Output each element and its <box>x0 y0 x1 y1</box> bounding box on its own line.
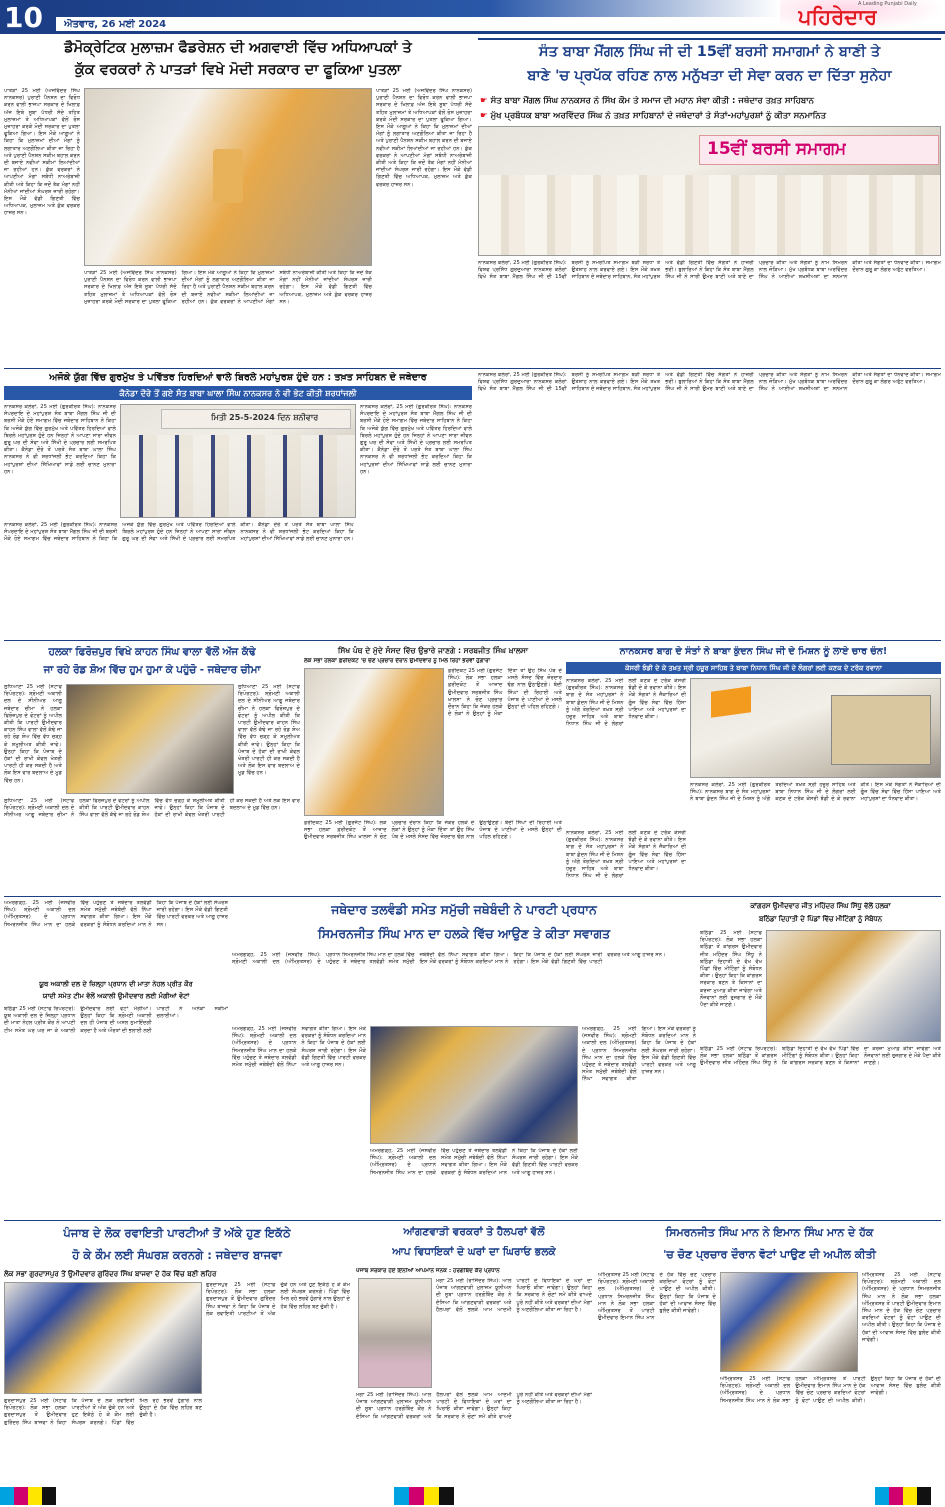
story-sarabjit-headline: ਸਿੱਖ ਪੰਥ ਦੇ ਮੁੱਦੇ ਸੰਸਦ ਵਿੱਚ ਉਭਾਰੇ ਜਾਣਗੇ : ਸਰਬਜੀਤ ਸਿੰਘ ਖ਼ਾਲਸਾ <box>337 646 529 655</box>
story-mann-welcome-left-col: ਅਮਰਗੜ੍ਹ, 25 ਮਈ (ਜਸਵੀਰ ਸਿੰਘ): ਸ਼੍ਰੋਮਣੀ ਅਕਾਲੀ ਦਲ (ਅੰਮ੍ਰਿਤਸਰ) ਦੇ ਪ੍ਰਧਾਨ ਸਿਮਰਨਜੀਤ ਸਿੰਘ ਮਾਨ ਦਾ ਹਲਕੇ ਵਿੱਚ ਪਹੁੰਚਣ ਤੇ ਜਥੇਦਾਰ ਤਲਵੰਡੀ ਸਮੇਤ ਸਮੁੱਚੀ ਜਥੇਬੰਦੀ ਵੱਲੋਂ ਨਿੱਘਾ ਸਵਾਗਤ ਕੀਤਾ ਗਿਆ। ਇਸ ਮੌਕੇ ਵਰਕਰਾਂ ਨੂੰ ਸੰਬੋਧਨ ਕਰਦਿਆਂ ਮਾਨ ਨੇ ਕਿਹਾ ਕਿ ਪੰਜਾਬ ਦੇ ਹੱਕਾਂ ਲਈ ਸੰਘਰਸ਼ ਜਾਰੀ ਰਹੇਗਾ। ਇਸ ਮੌਕੇ ਵੱਡੀ ਗਿਣਤੀ ਵਿੱਚ ਪਾਰਟੀ ਵਰਕਰ ਅਤੇ ਆਗੂ ਹਾਜ਼ਰ ਸਨ। <box>4 900 228 928</box>
story-bajwa <box>4 1222 350 1474</box>
section-divider <box>4 640 941 641</box>
magenta-swatch <box>889 1487 903 1505</box>
story-barsi <box>478 38 941 366</box>
story-jathedar-body-bottom: ਨਾਨਕਸਰ ਕਲੇਰਾਂ, 25 ਮਈ (ਗੁਰਕੀਰਤ ਸਿੰਘ): ਨਾਨਕਸਰ ਸੰਪਰਦਾਇ ਦੇ ਮਹਾਂਪੁਰਸ਼ ਸੰਤ ਬਾਬਾ ਮੈਂਗਲ ਸਿੰਘ ਜੀ ਦੀ ਬਰਸੀ ਮੌਕੇ ਹੋਏ ਸਮਾਗਮ ਵਿੱਚ ਜਥੇਦਾਰ ਸਾਹਿਬਾਨ ਨੇ ਕਿਹਾ ਕਿ ਅਜੋਕੇ ਯੁੱਗ ਵਿੱਚ ਗੁਰਮੁੱਖ ਅਤੇ ਪਵਿੱਤਰ ਹਿਰਦਿਆਂ ਵਾਲੇ ਬਿਰਲੇ ਮਹਾਂਪੁਰਸ਼ ਹੁੰਦੇ ਹਨ ਜਿਨ੍ਹਾਂ ਨੇ ਆਪਣਾ ਸਾਰਾ ਜੀਵਨ ਗੁਰੂ ਘਰ ਦੀ ਸੇਵਾ ਅਤੇ ਸਿੱਖੀ ਦੇ ਪ੍ਰਚਾਰ ਲਈ ਸਮਰਪਿਤ ਕੀਤਾ। ਕੈਨੇਡਾ ਦੌਰੇ ਤੋਂ ਪਰਤੇ ਸੰਤ ਬਾਬਾ ਘਾਲਾ ਸਿੰਘ ਨਾਨਕਸਰ ਨੇ ਵੀ ਸ਼ਰਧਾਂਜਲੀ ਭੇਟ ਕਰਦਿਆਂ ਕਿਹਾ ਕਿ ਮਹਾਂਪੁਰਸ਼ਾਂ ਦੀਆਂ ਸਿੱਖਿਆਵਾਂ ਸਾਡੇ ਲਈ ਚਾਨਣ ਮੁਨਾਰਾ ਹਨ। <box>4 522 354 543</box>
story-sarabjit-body-bottom: ਫ਼ਰੀਦਕੋਟ 25 ਮਈ (ਗੁਰਜੰਟ ਸਿੰਘ): ਲੋਕ ਸਭਾ ਹਲਕਾ ਫ਼ਰੀਦਕੋਟ ਤੋਂ ਆਜ਼ਾਦ ਉਮੀਦਵਾਰ ਸਰਬਜੀਤ ਸਿੰਘ ਖ਼ਾਲਸਾ ਨੇ ਚੋਣ ਪ੍ਰਚਾਰ ਦੌਰਾਨ ਕਿਹਾ ਕਿ ਜੇਕਰ ਹਲਕੇ ਦੇ ਲੋਕਾਂ ਨੇ ਉਨ੍ਹਾਂ ਨੂੰ ਮੌਕਾ ਦਿੱਤਾ ਤਾਂ ਉਹ ਸਿੱਖ ਪੰਥ ਦੇ ਮਸਲੇ ਸੰਸਦ ਵਿੱਚ ਜ਼ੋਰਦਾਰ ਢੰਗ ਨਾਲ ਉਠਾਉਣਗੇ। ਬੰਦੀ ਸਿੰਘਾਂ ਦੀ ਰਿਹਾਈ ਅਤੇ ਪੰਜਾਬ ਦੇ ਪਾਣੀਆਂ ਦੇ ਮਸਲੇ ਉਨ੍ਹਾਂ ਦੀ ਪਹਿਲ ਰਹਿਣਗੇ। <box>304 820 562 841</box>
mann-welcome-photo <box>370 1026 578 1144</box>
page-header <box>0 0 945 34</box>
saffron-flag <box>711 686 751 718</box>
barsi-stage-photo <box>478 126 941 256</box>
black-swatch <box>42 1487 56 1505</box>
sidhu-meeting-photo <box>766 930 941 1042</box>
story-ferozepur-headline-1: ਹਲਕਾ ਫਿਰੋਜ਼ਪੁਰ ਵਿਖੇ ਕਾਹਨ ਸਿੰਘ ਵਾਲਾ ਵੱਲੋਂ ਅੱਜ ਕੱਢੇ <box>48 646 256 658</box>
story-mann-welcome-body-under: ਅਮਰਗੜ੍ਹ, 25 ਮਈ (ਜਸਵੀਰ ਸਿੰਘ): ਸ਼੍ਰੋਮਣੀ ਅਕਾਲੀ ਦਲ (ਅੰਮ੍ਰਿਤਸਰ) ਦੇ ਪ੍ਰਧਾਨ ਸਿਮਰਨਜੀਤ ਸਿੰਘ ਮਾਨ ਦਾ ਹਲਕੇ ਵਿੱਚ ਪਹੁੰਚਣ ਤੇ ਜਥੇਦਾਰ ਤਲਵੰਡੀ ਸਮੇਤ ਸਮੁੱਚੀ ਜਥੇਬੰਦੀ ਵੱਲੋਂ ਨਿੱਘਾ ਸਵਾਗਤ ਕੀਤਾ ਗਿਆ। ਇਸ ਮੌਕੇ ਵਰਕਰਾਂ ਨੂੰ ਸੰਬੋਧਨ ਕਰਦਿਆਂ ਮਾਨ ਨੇ ਕਿਹਾ ਕਿ ਪੰਜਾਬ ਦੇ ਹੱਕਾਂ ਲਈ ਸੰਘਰਸ਼ ਜਾਰੀ ਰਹੇਗਾ। ਇਸ ਮੌਕੇ ਵੱਡੀ ਗਿਣਤੀ ਵਿੱਚ ਪਾਰਟੀ ਵਰਕਰ ਅਤੇ ਆਗੂ ਹਾਜ਼ਰ ਸਨ। <box>370 1148 578 1176</box>
jathedar-stage-banner-text: ਮਿਤੀ 25-5-2024 ਦਿਨ ਸ਼ਨੀਵਾਰ <box>211 413 319 422</box>
story-nanaksar-bagh-band: ਕੇਸਰੀ ਝੰਡੀ ਦੇ ਕੇ ਤਖ਼ਤ ਸ੍ਰੀ ਹਜ਼ੂਰ ਸਾਹਿਬ ਤੇ ਬਾਬਾ ਨਿਧਾਨ ਸਿੰਘ ਜੀ ਦੇ ਲੰਗਰਾਂ ਲਈ ਕਣਕ ਦੇ ਟਰੱਕ ਰਵਾਨਾ <box>566 662 941 674</box>
story-iman-mann-body-right: ਅੰਮ੍ਰਿਤਸਰ 25 ਮਈ (ਸਟਾਫ ਰਿਪੋਰਟਰ): ਸ਼੍ਰੋਮਣੀ ਅਕਾਲੀ ਦਲ (ਅੰਮ੍ਰਿਤਸਰ) ਦੇ ਪ੍ਰਧਾਨ ਸਿਮਰਨਜੀਤ ਸਿੰਘ ਮਾਨ ਨੇ ਲੋਕ ਸਭਾ ਹਲਕਾ ਅੰਮ੍ਰਿਤਸਰ ਤੋਂ ਪਾਰਟੀ ਉਮੀਦਵਾਰ ਇਮਾਨ ਸਿੰਘ ਮਾਨ ਦੇ ਹੱਕ ਵਿੱਚ ਚੋਣ ਪ੍ਰਚਾਰ ਕਰਦਿਆਂ ਵੋਟਰਾਂ ਨੂੰ ਵੋਟਾਂ ਪਾਉਣ ਦੀ ਅਪੀਲ ਕੀਤੀ। ਉਨ੍ਹਾਂ ਕਿਹਾ ਕਿ ਪੰਜਾਬ ਦੇ ਹੱਕਾਂ ਦੀ ਆਵਾਜ਼ ਸੰਸਦ ਵਿੱਚ ਬੁਲੰਦ ਕੀਤੀ ਜਾਵੇਗੀ। <box>862 1272 941 1343</box>
barsi-stage-banner-text: 15ਵੀਂ ਬਰਸੀ ਸਮਾਗਮ <box>707 139 847 159</box>
jathedar-stage-photo <box>120 404 356 518</box>
jathedar-stage-people <box>121 435 356 518</box>
story-barsi-sub-2 <box>480 111 941 121</box>
story-fed-protest-body-right: ਪਾਤੜਾਂ 25 ਮਈ (ਅਜਵਿੰਦਰ ਸਿੰਘ ਨਾਨਕਸਰ) ਪੁਰਾਣੀ ਪੈਨਸ਼ਨ ਦਾ ਵਿਰੋਧ ਕਰਨ ਵਾਲੀ ਭਾਜਪਾ ਸਰਕਾਰ ਦੇ ਖਿਲਾਫ਼ ਅੱਜ ਇਥੇ ਸੂਬਾ ਪੱਧਰੀ ਸੱਦੇ ਤਹਿਤ ਮੁਲਾਜ਼ਮਾਂ ਤੇ ਅਧਿਆਪਕਾਂ ਵੱਲੋਂ ਰੋਸ ਮੁਜ਼ਾਹਰਾ ਕਰਕੇ ਮੋਦੀ ਸਰਕਾਰ ਦਾ ਪੁਤਲਾ ਫੂਕਿਆ ਗਿਆ। ਇਸ ਮੌਕੇ ਆਗੂਆਂ ਨੇ ਕਿਹਾ ਕਿ ਮੁਲਾਜ਼ਮਾਂ ਦੀਆਂ ਮੰਗਾਂ ਨੂੰ ਲਗਾਤਾਰ ਅਣਗੌਲਿਆ ਕੀਤਾ ਜਾ ਰਿਹਾ ਹੈ ਅਤੇ ਪੁਰਾਣੀ ਪੈਨਸ਼ਨ ਸਕੀਮ ਬਹਾਲ ਕਰਨ ਦੀ ਬਜਾਏ ਨਵੀਆਂ ਸਕੀਮਾਂ ਲਿਆਂਦੀਆਂ ਜਾ ਰਹੀਆਂ ਹਨ। ਕੁੱਕ ਵਰਕਰਾਂ ਨੇ ਆਪਣੀਆਂ ਮੰਗਾਂ ਸਬੰਧੀ ਨਾਅਰੇਬਾਜ਼ੀ ਕੀਤੀ ਅਤੇ ਕਿਹਾ ਕਿ ਜਦੋਂ ਤੱਕ ਮੰਗਾਂ ਨਹੀਂ ਮੰਨੀਆਂ ਜਾਂਦੀਆਂ ਸੰਘਰਸ਼ ਜਾਰੀ ਰਹੇਗਾ। ਇਸ ਮੌਕੇ ਵੱਡੀ ਗਿਣਤੀ ਵਿੱਚ ਅਧਿਆਪਕ, ਮੁਲਾਜ਼ਮ ਅਤੇ ਕੁੱਕ ਵਰਕਰ ਹਾਜ਼ਰ ਸਨ। <box>376 88 472 188</box>
story-sarabjit <box>304 644 562 894</box>
section-divider <box>4 368 941 369</box>
black-swatch <box>439 1487 454 1505</box>
story-barsi-headline-2: ਬਾਣੇ 'ਚ ਪ੍ਰਪੱਕ ਰਹਿਣ ਨਾਲ ਮਨੁੱਖਤਾ ਦੀ ਸੇਵਾ ਕਰਨ ਦਾ ਦਿੱਤਾ ਸੁਨੇਹਾ <box>527 68 892 84</box>
story-fed-protest-body-bottom: ਪਾਤੜਾਂ 25 ਮਈ (ਅਜਵਿੰਦਰ ਸਿੰਘ ਨਾਨਕਸਰ) ਪੁਰਾਣੀ ਪੈਨਸ਼ਨ ਦਾ ਵਿਰੋਧ ਕਰਨ ਵਾਲੀ ਭਾਜਪਾ ਸਰਕਾਰ ਦੇ ਖਿਲਾਫ਼ ਅੱਜ ਇਥੇ ਸੂਬਾ ਪੱਧਰੀ ਸੱਦੇ ਤਹਿਤ ਮੁਲਾਜ਼ਮਾਂ ਤੇ ਅਧਿਆਪਕਾਂ ਵੱਲੋਂ ਰੋਸ ਮੁਜ਼ਾਹਰਾ ਕਰਕੇ ਮੋਦੀ ਸਰਕਾਰ ਦਾ ਪੁਤਲਾ ਫੂਕਿਆ ਗਿਆ। ਇਸ ਮੌਕੇ ਆਗੂਆਂ ਨੇ ਕਿਹਾ ਕਿ ਮੁਲਾਜ਼ਮਾਂ ਦੀਆਂ ਮੰਗਾਂ ਨੂੰ ਲਗਾਤਾਰ ਅਣਗੌਲਿਆ ਕੀਤਾ ਜਾ ਰਿਹਾ ਹੈ ਅਤੇ ਪੁਰਾਣੀ ਪੈਨਸ਼ਨ ਸਕੀਮ ਬਹਾਲ ਕਰਨ ਦੀ ਬਜਾਏ ਨਵੀਆਂ ਸਕੀਮਾਂ ਲਿਆਂਦੀਆਂ ਜਾ ਰਹੀਆਂ ਹਨ। ਕੁੱਕ ਵਰਕਰਾਂ ਨੇ ਆਪਣੀਆਂ ਮੰਗਾਂ ਸਬੰਧੀ ਨਾਅਰੇਬਾਜ਼ੀ ਕੀਤੀ ਅਤੇ ਕਿਹਾ ਕਿ ਜਦੋਂ ਤੱਕ ਮੰਗਾਂ ਨਹੀਂ ਮੰਨੀਆਂ ਜਾਂਦੀਆਂ ਸੰਘਰਸ਼ ਜਾਰੀ ਰਹੇਗਾ। ਇਸ ਮੌਕੇ ਵੱਡੀ ਗਿਣਤੀ ਵਿੱਚ ਅਧਿਆਪਕ, ਮੁਲਾਜ਼ਮ ਅਤੇ ਕੁੱਕ ਵਰਕਰ ਹਾਜ਼ਰ ਸਨ। <box>84 270 372 305</box>
page-number: 10 <box>4 1 43 34</box>
story-barsi-sub-1 <box>480 96 941 106</box>
protest-photo <box>84 88 372 266</box>
bullet-icon: ☛ <box>480 111 491 121</box>
story-barsi-top-rule <box>478 38 941 40</box>
story-jathedar-headline: ਅਜੋਕੇ ਯੁੱਗ ਵਿੱਚ ਗੁਰਮੁੱਖ ਤੇ ਪਵਿੱਤਰ ਹਿਰਦਿਆਂ ਵਾਲੇ ਬਿਰਲੇ ਮਹਾਂਪੁਰਸ਼ ਹੁੰਦੇ ਹਨ : ਤਖ਼ਤ ਸਾਹਿਬਨ ਦੇ ਜਥੇਦਾਰ <box>49 372 427 383</box>
story-barsi-sub-2-text: ਮੁੱਖ ਪ੍ਰਬੰਧਕ ਬਾਬਾ ਅਰਵਿੰਦਰ ਸਿੰਘ ਨੇ ਤਖ਼ਤ ਸਾਹਿਬਾਨਾਂ ਦੇ ਜਥੇਦਾਰਾਂ ਤੇ ਸੰਤਾਂ-ਮਹਾਂਪੁਰਸ਼ਾਂ ਨੂੰ ਕੀਤਾ ਸਨਮਾਨਿਤ <box>490 111 827 121</box>
story-barsi-headline-1: ਸੰਤ ਬਾਬਾ ਮੈਂਗਲ ਸਿੰਘ ਜੀ ਦੀ 15ਵੀਂ ਬਰਸੀ ਸਮਾਗਮਾਂ ਨੇ ਬਾਣੀ ਤੇ <box>538 44 881 60</box>
wheat-trucks-photo <box>690 678 941 778</box>
story-mann-welcome-headline-1: ਜਥੇਦਾਰ ਤਲਵੰਡੀ ਸਮੇਤ ਸਮੁੱਚੀ ਜਥੇਬੰਦੀ ਨੇ ਪਾਰਟੀ ਪ੍ਰਧਾਨ <box>331 902 597 917</box>
story-barsi-body: ਨਾਨਕਸਰ ਕਲੇਰਾਂ, 25 ਮਈ (ਗੁਰਕੀਰਤ ਸਿੰਘ): ਵਿਸ਼ਵ ਪ੍ਰਸਿੱਧ ਗੁਰਦੁਆਰਾ ਨਾਨਕਸਰ ਕਲੇਰਾਂ ਵਿਖੇ ਸੰਤ ਬਾਬਾ ਮੈਂਗਲ ਸਿੰਘ ਜੀ ਦੀ 15ਵੀਂ ਬਰਸੀ ਨੂੰ ਸਮਰਪਿਤ ਸਮਾਗਮ ਬੜੀ ਸ਼ਰਧਾ ਤੇ ਉਤਸ਼ਾਹ ਨਾਲ ਕਰਵਾਏ ਗਏ। ਇਸ ਮੌਕੇ ਤਖ਼ਤ ਸਾਹਿਬਾਨ ਦੇ ਜਥੇਦਾਰ ਸਾਹਿਬਾਨ, ਸੰਤ ਮਹਾਂਪੁਰਸ਼ ਅਤੇ ਵੱਡੀ ਗਿਣਤੀ ਵਿੱਚ ਸੰਗਤਾਂ ਨੇ ਹਾਜ਼ਰੀ ਭਰੀ। ਬੁਲਾਰਿਆਂ ਨੇ ਕਿਹਾ ਕਿ ਸੰਤ ਬਾਬਾ ਮੈਂਗਲ ਸਿੰਘ ਜੀ ਨੇ ਸਾਰੀ ਉਮਰ ਬਾਣੀ ਅਤੇ ਬਾਣੇ ਦਾ ਪ੍ਰਚਾਰ ਕੀਤਾ ਅਤੇ ਸੰਗਤਾਂ ਨੂੰ ਨਾਮ ਸਿਮਰਨ ਨਾਲ ਜੋੜਿਆ। ਮੁੱਖ ਪ੍ਰਬੰਧਕ ਬਾਬਾ ਅਰਵਿੰਦਰ ਸਿੰਘ ਨੇ ਆਈਆਂ ਸ਼ਖ਼ਸੀਅਤਾਂ ਦਾ ਸਨਮਾਨ ਕੀਤਾ ਅਤੇ ਸੰਗਤਾਂ ਦਾ ਧੰਨਵਾਦ ਕੀਤਾ। ਸਮਾਗਮ ਦੌਰਾਨ ਗੁਰੂ ਕਾ ਲੰਗਰ ਅਤੁੱਟ ਵਰਤਿਆ। <box>478 260 941 281</box>
iman-mann-campaign-photo <box>720 1272 858 1372</box>
story-iman-mann-body-left: ਅੰਮ੍ਰਿਤਸਰ 25 ਮਈ (ਸਟਾਫ ਰਿਪੋਰਟਰ): ਸ਼੍ਰੋਮਣੀ ਅਕਾਲੀ ਦਲ (ਅੰਮ੍ਰਿਤਸਰ) ਦੇ ਪ੍ਰਧਾਨ ਸਿਮਰਨਜੀਤ ਸਿੰਘ ਮਾਨ ਨੇ ਲੋਕ ਸਭਾ ਹਲਕਾ ਅੰਮ੍ਰਿਤਸਰ ਤੋਂ ਪਾਰਟੀ ਉਮੀਦਵਾਰ ਇਮਾਨ ਸਿੰਘ ਮਾਨ ਦੇ ਹੱਕ ਵਿੱਚ ਚੋਣ ਪ੍ਰਚਾਰ ਕਰਦਿਆਂ ਵੋਟਰਾਂ ਨੂੰ ਵੋਟਾਂ ਪਾਉਣ ਦੀ ਅਪੀਲ ਕੀਤੀ। ਉਨ੍ਹਾਂ ਕਿਹਾ ਕਿ ਪੰਜਾਬ ਦੇ ਹੱਕਾਂ ਦੀ ਆਵਾਜ਼ ਸੰਸਦ ਵਿੱਚ ਬੁਲੰਦ ਕੀਤੀ ਜਾਵੇਗੀ। <box>598 1272 716 1322</box>
magenta-swatch <box>14 1487 28 1505</box>
ferozepur-press-photo <box>66 684 234 794</box>
story-ferozepur <box>4 644 300 894</box>
story-mann-welcome-headline-2: ਸਿਮਰਨਜੀਤ ਸਿੰਘ ਮਾਨ ਦਾ ਹਲਕੇ ਵਿੱਚ ਆਉਣ ਤੇ ਕੀਤਾ ਸਵਾਗਤ <box>317 926 611 941</box>
story-anganwadi-byline: ਪੰਜਾਬ ਸਰਕਾਰ ਹੋਏ ਇੰਨੀਆਂ ਆਪਮਾਨ ਜਨਕ : ਹਰਗੋਬਿੰਦ ਕੌਰ ਪ੍ਰਧਾਨ <box>356 1268 500 1274</box>
story-barsi-continued: ਨਾਨਕਸਰ ਕਲੇਰਾਂ, 25 ਮਈ (ਗੁਰਕੀਰਤ ਸਿੰਘ): ਵਿਸ਼ਵ ਪ੍ਰਸਿੱਧ ਗੁਰਦੁਆਰਾ ਨਾਨਕਸਰ ਕਲੇਰਾਂ ਵਿਖੇ ਸੰਤ ਬਾਬਾ ਮੈਂਗਲ ਸਿੰਘ ਜੀ ਦੀ 15ਵੀਂ ਬਰਸੀ ਨੂੰ ਸਮਰਪਿਤ ਸਮਾਗਮ ਬੜੀ ਸ਼ਰਧਾ ਤੇ ਉਤਸ਼ਾਹ ਨਾਲ ਕਰਵਾਏ ਗਏ। ਇਸ ਮੌਕੇ ਤਖ਼ਤ ਸਾਹਿਬਾਨ ਦੇ ਜਥੇਦਾਰ ਸਾਹਿਬਾਨ, ਸੰਤ ਮਹਾਂਪੁਰਸ਼ ਅਤੇ ਵੱਡੀ ਗਿਣਤੀ ਵਿੱਚ ਸੰਗਤਾਂ ਨੇ ਹਾਜ਼ਰੀ ਭਰੀ। ਬੁਲਾਰਿਆਂ ਨੇ ਕਿਹਾ ਕਿ ਸੰਤ ਬਾਬਾ ਮੈਂਗਲ ਸਿੰਘ ਜੀ ਨੇ ਸਾਰੀ ਉਮਰ ਬਾਣੀ ਅਤੇ ਬਾਣੇ ਦਾ ਪ੍ਰਚਾਰ ਕੀਤਾ ਅਤੇ ਸੰਗਤਾਂ ਨੂੰ ਨਾਮ ਸਿਮਰਨ ਨਾਲ ਜੋੜਿਆ। ਮੁੱਖ ਪ੍ਰਬੰਧਕ ਬਾਬਾ ਅਰਵਿੰਦਰ ਸਿੰਘ ਨੇ ਆਈਆਂ ਸ਼ਖ਼ਸੀਅਤਾਂ ਦਾ ਸਨਮਾਨ ਕੀਤਾ ਅਤੇ ਸੰਗਤਾਂ ਦਾ ਧੰਨਵਾਦ ਕੀਤਾ। ਸਮਾਗਮ ਦੌਰਾਨ ਗੁਰੂ ਕਾ ਲੰਗਰ ਅਤੁੱਟ ਵਰਤਿਆ। <box>478 372 941 393</box>
story-youth-akali-body: ਬਠਿੰਡਾ 25 ਮਈ (ਸਟਾਫ ਰਿਪੋਰਟਰ): ਯੂਥ ਅਕਾਲੀ ਦਲ ਦੇ ਜ਼ਿਲ੍ਹਾ ਪ੍ਰਧਾਨ ਦੀ ਮਾਤਾ ਨੇਹਲ ਪ੍ਰੀਤ ਕੌਰ ਨੇ ਆਪਣੀ ਟੀਮ ਸਮੇਤ ਘਰ ਘਰ ਜਾ ਕੇ ਅਕਾਲੀ ਉਮੀਦਵਾਰ ਲਈ ਵੋਟਾਂ ਮੰਗੀਆਂ। ਉਨ੍ਹਾਂ ਕਿਹਾ ਕਿ ਸ਼੍ਰੋਮਣੀ ਅਕਾਲੀ ਦਲ ਹੀ ਪੰਜਾਬ ਦੀ ਅਸਲ ਨੁਮਾਇੰਦਗੀ ਕਰਦਾ ਹੈ ਅਤੇ ਔਰਤਾਂ ਦੀ ਭਲਾਈ ਲਈ ਪਾਰਟੀ ਨੇ ਅਨੇਕਾਂ ਸਕੀਮਾਂ ਚਲਾਈਆਂ। <box>4 1006 228 1034</box>
story-bajwa-subline: ਲੋਕ ਸਭਾ ਗੁਰਦਾਸਪੁਰ ਤੋਂ ਉਮੀਦਵਾਰ ਗੁਰਿੰਦਰ ਸਿੰਘ ਬਾਜਵਾ ਦੇ ਹੱਕ ਵਿੱਚ ਬਣੀ ਲਹਿਰ <box>4 1270 217 1278</box>
story-jathedar <box>4 370 472 638</box>
cyan-swatch <box>875 1487 889 1505</box>
story-youth-akali <box>4 980 228 1218</box>
yellow-swatch <box>424 1487 439 1505</box>
story-congress-sidhu-headline-1: ਕਾਂਗਰਸ ਉਮੀਦਵਾਰ ਜੀਤ ਮਹਿੰਦਰ ਸਿੰਘ ਸਿੱਧੂ ਵੱਲੋਂ ਹਲਕਾ <box>750 902 891 910</box>
story-fed-protest-headline-2: ਕੁੱਕ ਵਰਕਰਾਂ ਨੇ ਪਾਤੜਾਂ ਵਿਖੇ ਮੋਦੀ ਸਰਕਾਰ ਦਾ ਫੂਕਿਆ ਪੁਤਲਾ <box>75 62 401 78</box>
story-youth-akali-headline-2: ਯਾਦੀ ਸਮੇਤ ਟੀਮ ਵੱਲੋਂ ਅਕਾਲੀ ਉਮੀਦਵਾਰ ਲਈ ਮੰਗੀਆਂ ਵੋਟਾਂ <box>42 992 190 1000</box>
header-rule <box>56 31 945 34</box>
story-ferozepur-body-right: ਲੁਧਿਆਣਾ 25 ਮਈ (ਸਟਾਫ ਰਿਪੋਰਟਰ): ਸ਼੍ਰੋਮਣੀ ਅਕਾਲੀ ਦਲ ਦੇ ਸੀਨੀਅਰ ਆਗੂ ਜਥੇਦਾਰ ਚੀਮਾ ਨੇ ਹਲਕਾ ਫਿਰੋਜ਼ਪੁਰ ਦੇ ਵੋਟਰਾਂ ਨੂੰ ਅਪੀਲ ਕੀਤੀ ਕਿ ਪਾਰਟੀ ਉਮੀਦਵਾਰ ਕਾਹਨ ਸਿੰਘ ਵਾਲਾ ਵੱਲੋਂ ਕੱਢੇ ਜਾ ਰਹੇ ਰੋਡ ਸ਼ੋਅ ਵਿੱਚ ਵੱਧ ਚੜ੍ਹ ਕੇ ਸ਼ਮੂਲੀਅਤ ਕੀਤੀ ਜਾਵੇ। ਉਨ੍ਹਾਂ ਕਿਹਾ ਕਿ ਪੰਜਾਬ ਦੇ ਹੱਕਾਂ ਦੀ ਰਾਖੀ ਕੇਵਲ ਖੇਤਰੀ ਪਾਰਟੀ ਹੀ ਕਰ ਸਕਦੀ ਹੈ ਅਤੇ ਲੋਕ ਇਸ ਵਾਰ ਬਦਲਾਅ ਦੇ ਮੂਡ ਵਿੱਚ ਹਨ। <box>238 684 300 777</box>
story-mann-welcome <box>232 898 696 1218</box>
barsi-people <box>479 175 941 256</box>
magenta-swatch <box>409 1487 424 1505</box>
story-bajwa-headline-2: ਹੋ ਕੇ ਕੌਮ ਲਈ ਸੰਘਰਸ਼ ਕਰਨਗੇ : ਜਥੇਦਾਰ ਬਾਜਵਾ <box>72 1248 282 1262</box>
story-ferozepur-body-bottom: ਲੁਧਿਆਣਾ 25 ਮਈ (ਸਟਾਫ ਰਿਪੋਰਟਰ): ਸ਼੍ਰੋਮਣੀ ਅਕਾਲੀ ਦਲ ਦੇ ਸੀਨੀਅਰ ਆਗੂ ਜਥੇਦਾਰ ਚੀਮਾ ਨੇ ਹਲਕਾ ਫਿਰੋਜ਼ਪੁਰ ਦੇ ਵੋਟਰਾਂ ਨੂੰ ਅਪੀਲ ਕੀਤੀ ਕਿ ਪਾਰਟੀ ਉਮੀਦਵਾਰ ਕਾਹਨ ਸਿੰਘ ਵਾਲਾ ਵੱਲੋਂ ਕੱਢੇ ਜਾ ਰਹੇ ਰੋਡ ਸ਼ੋਅ ਵਿੱਚ ਵੱਧ ਚੜ੍ਹ ਕੇ ਸ਼ਮੂਲੀਅਤ ਕੀਤੀ ਜਾਵੇ। ਉਨ੍ਹਾਂ ਕਿਹਾ ਕਿ ਪੰਜਾਬ ਦੇ ਹੱਕਾਂ ਦੀ ਰਾਖੀ ਕੇਵਲ ਖੇਤਰੀ ਪਾਰਟੀ ਹੀ ਕਰ ਸਕਦੀ ਹੈ ਅਤੇ ਲੋਕ ਇਸ ਵਾਰ ਬਦਲਾਅ ਦੇ ਮੂਡ ਵਿੱਚ ਹਨ। <box>4 798 300 819</box>
story-mann-welcome-body-top: ਅਮਰਗੜ੍ਹ, 25 ਮਈ (ਜਸਵੀਰ ਸਿੰਘ): ਸ਼੍ਰੋਮਣੀ ਅਕਾਲੀ ਦਲ (ਅੰਮ੍ਰਿਤਸਰ) ਦੇ ਪ੍ਰਧਾਨ ਸਿਮਰਨਜੀਤ ਸਿੰਘ ਮਾਨ ਦਾ ਹਲਕੇ ਵਿੱਚ ਪਹੁੰਚਣ ਤੇ ਜਥੇਦਾਰ ਤਲਵੰਡੀ ਸਮੇਤ ਸਮੁੱਚੀ ਜਥੇਬੰਦੀ ਵੱਲੋਂ ਨਿੱਘਾ ਸਵਾਗਤ ਕੀਤਾ ਗਿਆ। ਇਸ ਮੌਕੇ ਵਰਕਰਾਂ ਨੂੰ ਸੰਬੋਧਨ ਕਰਦਿਆਂ ਮਾਨ ਨੇ ਕਿਹਾ ਕਿ ਪੰਜਾਬ ਦੇ ਹੱਕਾਂ ਲਈ ਸੰਘਰਸ਼ ਜਾਰੀ ਰਹੇਗਾ। ਇਸ ਮੌਕੇ ਵੱਡੀ ਗਿਣਤੀ ਵਿੱਚ ਪਾਰਟੀ ਵਰਕਰ ਅਤੇ ਆਗੂ ਹਾਜ਼ਰ ਸਨ। <box>232 952 666 966</box>
yellow-swatch <box>28 1487 42 1505</box>
story-nanaksar-bagh-body-right: ਨਾਨਕਸਰ ਕਲੇਰਾਂ, 25 ਮਈ (ਗੁਰਕੀਰਤ ਸਿੰਘ): ਨਾਨਕਸਰ ਬਾਗ ਦੇ ਸੰਤ ਮਹਾਂਪੁਰਸ਼ਾਂ ਨੇ ਬਾਬਾ ਕੁੰਦਨ ਸਿੰਘ ਜੀ ਦੇ ਮਿਸ਼ਨ ਨੂੰ ਅੱਗੇ ਤੋਰਦਿਆਂ ਤਖ਼ਤ ਸ੍ਰੀ ਹਜ਼ੂਰ ਸਾਹਿਬ ਅਤੇ ਬਾਬਾ ਨਿਧਾਨ ਸਿੰਘ ਜੀ ਦੇ ਲੰਗਰਾਂ ਲਈ ਕਣਕ ਦੇ ਟਰੱਕ ਕੇਸਰੀ ਝੰਡੀ ਦੇ ਕੇ ਰਵਾਨਾ ਕੀਤੇ। ਇਸ ਮੌਕੇ ਸੰਗਤਾਂ ਨੇ ਜੈਕਾਰਿਆਂ ਦੀ ਗੂੰਜ ਵਿੱਚ ਸੇਵਾ ਵਿੱਚ ਹਿੱਸਾ ਪਾਇਆ ਅਤੇ ਮਹਾਂਪੁਰਸ਼ਾਂ ਦਾ ਧੰਨਵਾਦ ਕੀਤਾ। <box>690 782 941 803</box>
anganwadi-leader-portrait <box>358 1278 432 1388</box>
story-anganwadi-body-bottom: ਮੋਗਾ 25 ਮਈ (ਰਾਜਿੰਦਰ ਸਿੰਘ): ਆਲ ਪੰਜਾਬ ਆਂਗਣਵਾੜੀ ਮੁਲਾਜ਼ਮ ਯੂਨੀਅਨ ਦੀ ਸੂਬਾ ਪ੍ਰਧਾਨ ਹਰਗੋਬਿੰਦ ਕੌਰ ਨੇ ਦੱਸਿਆ ਕਿ ਆਂਗਣਵਾੜੀ ਵਰਕਰਾਂ ਅਤੇ ਹੈਲਪਰਾਂ ਵੱਲੋਂ ਭਲਕੇ ਆਮ ਆਦਮੀ ਪਾਰਟੀ ਦੇ ਵਿਧਾਇਕਾਂ ਦੇ ਘਰਾਂ ਦਾ ਘਿਰਾਓ ਕੀਤਾ ਜਾਵੇਗਾ। ਉਨ੍ਹਾਂ ਕਿਹਾ ਕਿ ਸਰਕਾਰ ਨੇ ਚੋਣਾਂ ਸਮੇਂ ਕੀਤੇ ਵਾਅਦੇ ਪੂਰੇ ਨਹੀਂ ਕੀਤੇ ਅਤੇ ਵਰਕਰਾਂ ਦੀਆਂ ਮੰਗਾਂ ਨੂੰ ਅਣਗੌਲਿਆ ਕੀਤਾ ਜਾ ਰਿਹਾ ਹੈ। <box>356 1392 592 1420</box>
story-sarabjit-body-right: ਫ਼ਰੀਦਕੋਟ 25 ਮਈ (ਗੁਰਜੰਟ ਸਿੰਘ): ਲੋਕ ਸਭਾ ਹਲਕਾ ਫ਼ਰੀਦਕੋਟ ਤੋਂ ਆਜ਼ਾਦ ਉਮੀਦਵਾਰ ਸਰਬਜੀਤ ਸਿੰਘ ਖ਼ਾਲਸਾ ਨੇ ਚੋਣ ਪ੍ਰਚਾਰ ਦੌਰਾਨ ਕਿਹਾ ਕਿ ਜੇਕਰ ਹਲਕੇ ਦੇ ਲੋਕਾਂ ਨੇ ਉਨ੍ਹਾਂ ਨੂੰ ਮੌਕਾ ਦਿੱਤਾ ਤਾਂ ਉਹ ਸਿੱਖ ਪੰਥ ਦੇ ਮਸਲੇ ਸੰਸਦ ਵਿੱਚ ਜ਼ੋਰਦਾਰ ਢੰਗ ਨਾਲ ਉਠਾਉਣਗੇ। ਬੰਦੀ ਸਿੰਘਾਂ ਦੀ ਰਿਹਾਈ ਅਤੇ ਪੰਜਾਬ ਦੇ ਪਾਣੀਆਂ ਦੇ ਮਸਲੇ ਉਨ੍ਹਾਂ ਦੀ ਪਹਿਲ ਰਹਿਣਗੇ। <box>448 668 562 718</box>
story-anganwadi <box>356 1222 592 1474</box>
story-bajwa-body-bottom: ਗੁਰਦਾਸਪੁਰ 25 ਮਈ (ਸਟਾਫ ਰਿਪੋਰਟਰ): ਲੋਕ ਸਭਾ ਹਲਕਾ ਗੁਰਦਾਸਪੁਰ ਤੋਂ ਉਮੀਦਵਾਰ ਗੁਰਿੰਦਰ ਸਿੰਘ ਬਾਜਵਾ ਨੇ ਕਿਹਾ ਕਿ ਪੰਜਾਬ ਦੇ ਲੋਕ ਰਵਾਇਤੀ ਪਾਰਟੀਆਂ ਤੋਂ ਅੱਕ ਚੁੱਕੇ ਹਨ ਅਤੇ ਹੁਣ ਇਕੱਠੇ ਹੋ ਕੇ ਕੌਮ ਲਈ ਸੰਘਰਸ਼ ਕਰਨਗੇ। ਪਿੰਡਾਂ ਵਿੱਚ ਮਿਲ ਰਹੇ ਭਰਵੇਂ ਹੁੰਗਾਰੇ ਨਾਲ ਉਨ੍ਹਾਂ ਦੇ ਹੱਕ ਵਿੱਚ ਲਹਿਰ ਬਣ ਚੁੱਕੀ ਹੈ। <box>4 1398 202 1426</box>
sarabjit-campaign-photo <box>304 668 444 816</box>
story-iman-mann-headline-2: 'ਚ ਚੋਣ ਪ੍ਰਚਾਰ ਦੌਰਾਨ ਵੋਟਾਂ ਪਾਉਣ ਦੀ ਅਪੀਲ ਕੀਤੀ <box>663 1248 876 1261</box>
story-fed-protest-headline-1: ਡੈਮੋਕ੍ਰੇਟਿਕ ਮੁਲਾਜ਼ਮ ਫੈਡਰੇਸ਼ਨ ਦੀ ਅਗਵਾਈ ਵਿੱਚ ਅਧਿਆਪਕਾਂ ਤੇ <box>64 40 412 56</box>
bajwa-gathering-photo <box>4 1282 202 1394</box>
story-anganwadi-headline-1: ਆਂਗਣਵਾੜੀ ਵਰਕਰਾਂ ਤੇ ਹੈਲਪਰਾਂ ਵੱਲੋਂ <box>403 1226 545 1238</box>
story-bajwa-headline-1: ਪੰਜਾਬ ਦੇ ਲੋਕ ਰਵਾਇਤੀ ਪਾਰਟੀਆਂ ਤੋਂ ਅੱਕੇ ਹੁਣ ਇਕੱਠੇ <box>63 1226 291 1240</box>
story-fed-protest-body-left: ਪਾਤੜਾਂ 25 ਮਈ (ਅਜਵਿੰਦਰ ਸਿੰਘ ਨਾਨਕਸਰ) ਪੁਰਾਣੀ ਪੈਨਸ਼ਨ ਦਾ ਵਿਰੋਧ ਕਰਨ ਵਾਲੀ ਭਾਜਪਾ ਸਰਕਾਰ ਦੇ ਖਿਲਾਫ਼ ਅੱਜ ਇਥੇ ਸੂਬਾ ਪੱਧਰੀ ਸੱਦੇ ਤਹਿਤ ਮੁਲਾਜ਼ਮਾਂ ਤੇ ਅਧਿਆਪਕਾਂ ਵੱਲੋਂ ਰੋਸ ਮੁਜ਼ਾਹਰਾ ਕਰਕੇ ਮੋਦੀ ਸਰਕਾਰ ਦਾ ਪੁਤਲਾ ਫੂਕਿਆ ਗਿਆ। ਇਸ ਮੌਕੇ ਆਗੂਆਂ ਨੇ ਕਿਹਾ ਕਿ ਮੁਲਾਜ਼ਮਾਂ ਦੀਆਂ ਮੰਗਾਂ ਨੂੰ ਲਗਾਤਾਰ ਅਣਗੌਲਿਆ ਕੀਤਾ ਜਾ ਰਿਹਾ ਹੈ ਅਤੇ ਪੁਰਾਣੀ ਪੈਨਸ਼ਨ ਸਕੀਮ ਬਹਾਲ ਕਰਨ ਦੀ ਬਜਾਏ ਨਵੀਆਂ ਸਕੀਮਾਂ ਲਿਆਂਦੀਆਂ ਜਾ ਰਹੀਆਂ ਹਨ। ਕੁੱਕ ਵਰਕਰਾਂ ਨੇ ਆਪਣੀਆਂ ਮੰਗਾਂ ਸਬੰਧੀ ਨਾਅਰੇਬਾਜ਼ੀ ਕੀਤੀ ਅਤੇ ਕਿਹਾ ਕਿ ਜਦੋਂ ਤੱਕ ਮੰਗਾਂ ਨਹੀਂ ਮੰਨੀਆਂ ਜਾਂਦੀਆਂ ਸੰਘਰਸ਼ ਜਾਰੀ ਰਹੇਗਾ। ਇਸ ਮੌਕੇ ਵੱਡੀ ਗਿਣਤੀ ਵਿੱਚ ਅਧਿਆਪਕ, ਮੁਲਾਜ਼ਮ ਅਤੇ ਕੁੱਕ ਵਰਕਰ ਹਾਜ਼ਰ ਸਨ। <box>4 88 80 217</box>
story-mann-welcome-body-right: ਅਮਰਗੜ੍ਹ, 25 ਮਈ (ਜਸਵੀਰ ਸਿੰਘ): ਸ਼੍ਰੋਮਣੀ ਅਕਾਲੀ ਦਲ (ਅੰਮ੍ਰਿਤਸਰ) ਦੇ ਪ੍ਰਧਾਨ ਸਿਮਰਨਜੀਤ ਸਿੰਘ ਮਾਨ ਦਾ ਹਲਕੇ ਵਿੱਚ ਪਹੁੰਚਣ ਤੇ ਜਥੇਦਾਰ ਤਲਵੰਡੀ ਸਮੇਤ ਸਮੁੱਚੀ ਜਥੇਬੰਦੀ ਵੱਲੋਂ ਨਿੱਘਾ ਸਵਾਗਤ ਕੀਤਾ ਗਿਆ। ਇਸ ਮੌਕੇ ਵਰਕਰਾਂ ਨੂੰ ਸੰਬੋਧਨ ਕਰਦਿਆਂ ਮਾਨ ਨੇ ਕਿਹਾ ਕਿ ਪੰਜਾਬ ਦੇ ਹੱਕਾਂ ਲਈ ਸੰਘਰਸ਼ ਜਾਰੀ ਰਹੇਗਾ। ਇਸ ਮੌਕੇ ਵੱਡੀ ਗਿਣਤੀ ਵਿੱਚ ਪਾਰਟੀ ਵਰਕਰ ਅਤੇ ਆਗੂ ਹਾਜ਼ਰ ਸਨ। <box>582 1026 696 1083</box>
section-divider <box>4 896 941 897</box>
story-fed-protest <box>4 38 472 366</box>
story-congress-sidhu-body-bottom: ਬਠਿੰਡਾ 25 ਮਈ (ਸਟਾਫ ਰਿਪੋਰਟਰ): ਲੋਕ ਸਭਾ ਹਲਕਾ ਬਠਿੰਡਾ ਤੋਂ ਕਾਂਗਰਸ ਉਮੀਦਵਾਰ ਜੀਤ ਮਹਿੰਦਰ ਸਿੰਘ ਸਿੱਧੂ ਨੇ ਬਠਿੰਡਾ ਦਿਹਾਤੀ ਦੇ ਵੱਖ ਵੱਖ ਪਿੰਡਾਂ ਵਿੱਚ ਮੀਟਿੰਗਾਂ ਨੂੰ ਸੰਬੋਧਨ ਕੀਤਾ। ਉਨ੍ਹਾਂ ਕਿਹਾ ਕਿ ਕਾਂਗਰਸ ਸਰਕਾਰ ਬਣਨ ਤੇ ਕਿਸਾਨਾਂ ਦਾ ਕਰਜ਼ਾ ਮੁਆਫ਼ ਕੀਤਾ ਜਾਵੇਗਾ ਅਤੇ ਨੌਜਵਾਨਾਂ ਲਈ ਰੁਜ਼ਗਾਰ ਦੇ ਮੌਕੇ ਪੈਦਾ ਕੀਤੇ ਜਾਣਗੇ। <box>700 1046 941 1067</box>
cyan-swatch <box>394 1487 409 1505</box>
black-swatch <box>917 1487 931 1505</box>
story-jathedar-body-right: ਨਾਨਕਸਰ ਕਲੇਰਾਂ, 25 ਮਈ (ਗੁਰਕੀਰਤ ਸਿੰਘ): ਨਾਨਕਸਰ ਸੰਪਰਦਾਇ ਦੇ ਮਹਾਂਪੁਰਸ਼ ਸੰਤ ਬਾਬਾ ਮੈਂਗਲ ਸਿੰਘ ਜੀ ਦੀ ਬਰਸੀ ਮੌਕੇ ਹੋਏ ਸਮਾਗਮ ਵਿੱਚ ਜਥੇਦਾਰ ਸਾਹਿਬਾਨ ਨੇ ਕਿਹਾ ਕਿ ਅਜੋਕੇ ਯੁੱਗ ਵਿੱਚ ਗੁਰਮੁੱਖ ਅਤੇ ਪਵਿੱਤਰ ਹਿਰਦਿਆਂ ਵਾਲੇ ਬਿਰਲੇ ਮਹਾਂਪੁਰਸ਼ ਹੁੰਦੇ ਹਨ ਜਿਨ੍ਹਾਂ ਨੇ ਆਪਣਾ ਸਾਰਾ ਜੀਵਨ ਗੁਰੂ ਘਰ ਦੀ ਸੇਵਾ ਅਤੇ ਸਿੱਖੀ ਦੇ ਪ੍ਰਚਾਰ ਲਈ ਸਮਰਪਿਤ ਕੀਤਾ। ਕੈਨੇਡਾ ਦੌਰੇ ਤੋਂ ਪਰਤੇ ਸੰਤ ਬਾਬਾ ਘਾਲਾ ਸਿੰਘ ਨਾਨਕਸਰ ਨੇ ਵੀ ਸ਼ਰਧਾਂਜਲੀ ਭੇਟ ਕਰਦਿਆਂ ਕਿਹਾ ਕਿ ਮਹਾਂਪੁਰਸ਼ਾਂ ਦੀਆਂ ਸਿੱਖਿਆਵਾਂ ਸਾਡੇ ਲਈ ਚਾਨਣ ਮੁਨਾਰਾ ਹਨ। <box>360 404 472 475</box>
story-iman-mann-body-bottom: ਅੰਮ੍ਰਿਤਸਰ 25 ਮਈ (ਸਟਾਫ ਰਿਪੋਰਟਰ): ਸ਼੍ਰੋਮਣੀ ਅਕਾਲੀ ਦਲ (ਅੰਮ੍ਰਿਤਸਰ) ਦੇ ਪ੍ਰਧਾਨ ਸਿਮਰਨਜੀਤ ਸਿੰਘ ਮਾਨ ਨੇ ਲੋਕ ਸਭਾ ਹਲਕਾ ਅੰਮ੍ਰਿਤਸਰ ਤੋਂ ਪਾਰਟੀ ਉਮੀਦਵਾਰ ਇਮਾਨ ਸਿੰਘ ਮਾਨ ਦੇ ਹੱਕ ਵਿੱਚ ਚੋਣ ਪ੍ਰਚਾਰ ਕਰਦਿਆਂ ਵੋਟਰਾਂ ਨੂੰ ਵੋਟਾਂ ਪਾਉਣ ਦੀ ਅਪੀਲ ਕੀਤੀ। ਉਨ੍ਹਾਂ ਕਿਹਾ ਕਿ ਪੰਜਾਬ ਦੇ ਹੱਕਾਂ ਦੀ ਆਵਾਜ਼ ਸੰਸਦ ਵਿੱਚ ਬੁਲੰਦ ਕੀਤੀ ਜਾਵੇਗੀ। <box>720 1376 941 1404</box>
story-nanaksar-bagh-headline: ਨਾਨਕਸਰ ਬਾਗ ਦੇ ਸੰਤਾਂ ਨੇ ਬਾਬਾ ਕੁੰਦਨ ਸਿੰਘ ਜੀ ਦੇ ਮਿਸ਼ਨ ਨੂੰ ਲਾਏ ਚਾਰ ਚੰਨ! <box>619 646 888 657</box>
story-iman-mann-headline-1: ਸਿਮਰਨਜੀਤ ਸਿੰਘ ਮਾਨ ਨੇ ਇਮਾਨ ਸਿੰਘ ਮਾਨ ਦੇ ਹੱਕ <box>665 1226 874 1239</box>
story-nanaksar-bagh-body-bottom: ਨਾਨਕਸਰ ਕਲੇਰਾਂ, 25 ਮਈ (ਗੁਰਕੀਰਤ ਸਿੰਘ): ਨਾਨਕਸਰ ਬਾਗ ਦੇ ਸੰਤ ਮਹਾਂਪੁਰਸ਼ਾਂ ਨੇ ਬਾਬਾ ਕੁੰਦਨ ਸਿੰਘ ਜੀ ਦੇ ਮਿਸ਼ਨ ਨੂੰ ਅੱਗੇ ਤੋਰਦਿਆਂ ਤਖ਼ਤ ਸ੍ਰੀ ਹਜ਼ੂਰ ਸਾਹਿਬ ਅਤੇ ਬਾਬਾ ਨਿਧਾਨ ਸਿੰਘ ਜੀ ਦੇ ਲੰਗਰਾਂ ਲਈ ਕਣਕ ਦੇ ਟਰੱਕ ਕੇਸਰੀ ਝੰਡੀ ਦੇ ਕੇ ਰਵਾਨਾ ਕੀਤੇ। ਇਸ ਮੌਕੇ ਸੰਗਤਾਂ ਨੇ ਜੈਕਾਰਿਆਂ ਦੀ ਗੂੰਜ ਵਿੱਚ ਸੇਵਾ ਵਿੱਚ ਹਿੱਸਾ ਪਾਇਆ ਅਤੇ ਮਹਾਂਪੁਰਸ਼ਾਂ ਦਾ ਧੰਨਵਾਦ ਕੀਤਾ। <box>566 830 686 880</box>
story-ferozepur-body-left: ਲੁਧਿਆਣਾ 25 ਮਈ (ਸਟਾਫ ਰਿਪੋਰਟਰ): ਸ਼੍ਰੋਮਣੀ ਅਕਾਲੀ ਦਲ ਦੇ ਸੀਨੀਅਰ ਆਗੂ ਜਥੇਦਾਰ ਚੀਮਾ ਨੇ ਹਲਕਾ ਫਿਰੋਜ਼ਪੁਰ ਦੇ ਵੋਟਰਾਂ ਨੂੰ ਅਪੀਲ ਕੀਤੀ ਕਿ ਪਾਰਟੀ ਉਮੀਦਵਾਰ ਕਾਹਨ ਸਿੰਘ ਵਾਲਾ ਵੱਲੋਂ ਕੱਢੇ ਜਾ ਰਹੇ ਰੋਡ ਸ਼ੋਅ ਵਿੱਚ ਵੱਧ ਚੜ੍ਹ ਕੇ ਸ਼ਮੂਲੀਅਤ ਕੀਤੀ ਜਾਵੇ। ਉਨ੍ਹਾਂ ਕਿਹਾ ਕਿ ਪੰਜਾਬ ਦੇ ਹੱਕਾਂ ਦੀ ਰਾਖੀ ਕੇਵਲ ਖੇਤਰੀ ਪਾਰਟੀ ਹੀ ਕਰ ਸਕਦੀ ਹੈ ਅਤੇ ਲੋਕ ਇਸ ਵਾਰ ਬਦਲਾਅ ਦੇ ਮੂਡ ਵਿੱਚ ਹਨ। <box>4 684 62 784</box>
story-congress-sidhu <box>700 898 941 1218</box>
story-iman-mann <box>598 1222 941 1474</box>
story-ferozepur-headline-2: ਜਾ ਰਹੇ ਰੋਡ ਸ਼ੋਅ ਵਿੱਚ ਹੁਮ ਹੁਮਾ ਕੇ ਪਹੁੰਚੋ - ਜਥੇਦਾਰ ਚੀਮਾ <box>43 664 261 676</box>
print-registration-marks-left <box>0 1484 70 1507</box>
story-jathedar-band: ਕੈਨੇਡਾ ਦੌਰੇ ਤੋਂ ਗਏ ਸੰਤ ਬਾਬਾ ਘਾਲਾ ਸਿੰਘ ਨਾਨਕਸਰ ਨੇ ਵੀ ਭੇਟ ਕੀਤੀ ਸ਼ਰਧਾਂਜਲੀ <box>4 386 472 400</box>
story-mann-welcome-body-left: ਅਮਰਗੜ੍ਹ, 25 ਮਈ (ਜਸਵੀਰ ਸਿੰਘ): ਸ਼੍ਰੋਮਣੀ ਅਕਾਲੀ ਦਲ (ਅੰਮ੍ਰਿਤਸਰ) ਦੇ ਪ੍ਰਧਾਨ ਸਿਮਰਨਜੀਤ ਸਿੰਘ ਮਾਨ ਦਾ ਹਲਕੇ ਵਿੱਚ ਪਹੁੰਚਣ ਤੇ ਜਥੇਦਾਰ ਤਲਵੰਡੀ ਸਮੇਤ ਸਮੁੱਚੀ ਜਥੇਬੰਦੀ ਵੱਲੋਂ ਨਿੱਘਾ ਸਵਾਗਤ ਕੀਤਾ ਗਿਆ। ਇਸ ਮੌਕੇ ਵਰਕਰਾਂ ਨੂੰ ਸੰਬੋਧਨ ਕਰਦਿਆਂ ਮਾਨ ਨੇ ਕਿਹਾ ਕਿ ਪੰਜਾਬ ਦੇ ਹੱਕਾਂ ਲਈ ਸੰਘਰਸ਼ ਜਾਰੀ ਰਹੇਗਾ। ਇਸ ਮੌਕੇ ਵੱਡੀ ਗਿਣਤੀ ਵਿੱਚ ਪਾਰਟੀ ਵਰਕਰ ਅਤੇ ਆਗੂ ਹਾਜ਼ਰ ਸਨ। <box>232 1026 366 1069</box>
header-stripe <box>56 0 780 17</box>
story-jathedar-body-left: ਨਾਨਕਸਰ ਕਲੇਰਾਂ, 25 ਮਈ (ਗੁਰਕੀਰਤ ਸਿੰਘ): ਨਾਨਕਸਰ ਸੰਪਰਦਾਇ ਦੇ ਮਹਾਂਪੁਰਸ਼ ਸੰਤ ਬਾਬਾ ਮੈਂਗਲ ਸਿੰਘ ਜੀ ਦੀ ਬਰਸੀ ਮੌਕੇ ਹੋਏ ਸਮਾਗਮ ਵਿੱਚ ਜਥੇਦਾਰ ਸਾਹਿਬਾਨ ਨੇ ਕਿਹਾ ਕਿ ਅਜੋਕੇ ਯੁੱਗ ਵਿੱਚ ਗੁਰਮੁੱਖ ਅਤੇ ਪਵਿੱਤਰ ਹਿਰਦਿਆਂ ਵਾਲੇ ਬਿਰਲੇ ਮਹਾਂਪੁਰਸ਼ ਹੁੰਦੇ ਹਨ ਜਿਨ੍ਹਾਂ ਨੇ ਆਪਣਾ ਸਾਰਾ ਜੀਵਨ ਗੁਰੂ ਘਰ ਦੀ ਸੇਵਾ ਅਤੇ ਸਿੱਖੀ ਦੇ ਪ੍ਰਚਾਰ ਲਈ ਸਮਰਪਿਤ ਕੀਤਾ। ਕੈਨੇਡਾ ਦੌਰੇ ਤੋਂ ਪਰਤੇ ਸੰਤ ਬਾਬਾ ਘਾਲਾ ਸਿੰਘ ਨਾਨਕਸਰ ਨੇ ਵੀ ਸ਼ਰਧਾਂਜਲੀ ਭੇਟ ਕਰਦਿਆਂ ਕਿਹਾ ਕਿ ਮਹਾਂਪੁਰਸ਼ਾਂ ਦੀਆਂ ਸਿੱਖਿਆਵਾਂ ਸਾਡੇ ਲਈ ਚਾਨਣ ਮੁਨਾਰਾ ਹਨ। <box>4 404 116 475</box>
story-sarabjit-subline: ਲੋਕ ਸਭਾ ਹਲਕਾ ਫ਼ਰੀਦਕੋਟ 'ਚ ਚੋਣ ਪ੍ਰਚਾਰ ਦੌਰਾਨ ਉਮੀਦਵਾਰ ਨੂੰ ਮਿਲ ਰਿਹਾ ਭਰਵਾਂ ਹੁੰਗਾਰਾ <box>304 658 491 664</box>
story-nanaksar-bagh <box>566 644 941 894</box>
bullet-icon: ☛ <box>480 96 491 106</box>
masthead-title: ਪਹਿਰੇਦਾਰ <box>798 5 878 29</box>
section-divider <box>4 1220 941 1221</box>
yellow-swatch <box>903 1487 917 1505</box>
issue-date: ਐਤਵਾਰ, 26 ਮਈ 2024 <box>64 19 167 30</box>
story-barsi-sub-1-text: ਸੰਤ ਬਾਬਾ ਮੈਂਗਲ ਸਿੰਘ ਨਾਨਕਸਰ ਨੇ ਸਿੱਖ ਕੌਮ ਤੇ ਸਮਾਜ ਦੀ ਮਹਾਨ ਸੇਵਾ ਕੀਤੀ : ਜਥੇਦਾਰ ਤਖ਼ਤ ਸਾਹਿਬਾਨ <box>490 96 814 106</box>
truck-shape <box>831 695 931 765</box>
story-anganwadi-headline-2: ਆਪ ਵਿਧਾਇਕਾਂ ਦੇ ਘਰਾਂ ਦਾ ਘਿਰਾਓ ਭਲਕੇ <box>392 1246 556 1258</box>
masthead-tagline: A Leading Punjabi Daily <box>858 1 917 7</box>
story-congress-sidhu-headline-2: ਬਠਿੰਡਾ ਦਿਹਾਤੀ ਦੇ ਪਿੰਡਾਂ ਵਿੱਚ ਮੀਟਿੰਗਾਂ ਨੂੰ ਸੰਬੋਧਨ <box>759 915 882 923</box>
cyan-swatch <box>0 1487 14 1505</box>
story-bajwa-body-right: ਗੁਰਦਾਸਪੁਰ 25 ਮਈ (ਸਟਾਫ ਰਿਪੋਰਟਰ): ਲੋਕ ਸਭਾ ਹਲਕਾ ਗੁਰਦਾਸਪੁਰ ਤੋਂ ਉਮੀਦਵਾਰ ਗੁਰਿੰਦਰ ਸਿੰਘ ਬਾਜਵਾ ਨੇ ਕਿਹਾ ਕਿ ਪੰਜਾਬ ਦੇ ਲੋਕ ਰਵਾਇਤੀ ਪਾਰਟੀਆਂ ਤੋਂ ਅੱਕ ਚੁੱਕੇ ਹਨ ਅਤੇ ਹੁਣ ਇਕੱਠੇ ਹੋ ਕੇ ਕੌਮ ਲਈ ਸੰਘਰਸ਼ ਕਰਨਗੇ। ਪਿੰਡਾਂ ਵਿੱਚ ਮਿਲ ਰਹੇ ਭਰਵੇਂ ਹੁੰਗਾਰੇ ਨਾਲ ਉਨ੍ਹਾਂ ਦੇ ਹੱਕ ਵਿੱਚ ਲਹਿਰ ਬਣ ਚੁੱਕੀ ਹੈ। <box>206 1282 350 1317</box>
story-anganwadi-body-right: ਮੋਗਾ 25 ਮਈ (ਰਾਜਿੰਦਰ ਸਿੰਘ): ਆਲ ਪੰਜਾਬ ਆਂਗਣਵਾੜੀ ਮੁਲਾਜ਼ਮ ਯੂਨੀਅਨ ਦੀ ਸੂਬਾ ਪ੍ਰਧਾਨ ਹਰਗੋਬਿੰਦ ਕੌਰ ਨੇ ਦੱਸਿਆ ਕਿ ਆਂਗਣਵਾੜੀ ਵਰਕਰਾਂ ਅਤੇ ਹੈਲਪਰਾਂ ਵੱਲੋਂ ਭਲਕੇ ਆਮ ਆਦਮੀ ਪਾਰਟੀ ਦੇ ਵਿਧਾਇਕਾਂ ਦੇ ਘਰਾਂ ਦਾ ਘਿਰਾਓ ਕੀਤਾ ਜਾਵੇਗਾ। ਉਨ੍ਹਾਂ ਕਿਹਾ ਕਿ ਸਰਕਾਰ ਨੇ ਚੋਣਾਂ ਸਮੇਂ ਕੀਤੇ ਵਾਅਦੇ ਪੂਰੇ ਨਹੀਂ ਕੀਤੇ ਅਤੇ ਵਰਕਰਾਂ ਦੀਆਂ ਮੰਗਾਂ ਨੂੰ ਅਣਗੌਲਿਆ ਕੀਤਾ ਜਾ ਰਿਹਾ ਹੈ। <box>436 1278 592 1313</box>
protest-effigy <box>213 149 243 203</box>
story-congress-sidhu-body-left: ਬਠਿੰਡਾ 25 ਮਈ (ਸਟਾਫ ਰਿਪੋਰਟਰ): ਲੋਕ ਸਭਾ ਹਲਕਾ ਬਠਿੰਡਾ ਤੋਂ ਕਾਂਗਰਸ ਉਮੀਦਵਾਰ ਜੀਤ ਮਹਿੰਦਰ ਸਿੰਘ ਸਿੱਧੂ ਨੇ ਬਠਿੰਡਾ ਦਿਹਾਤੀ ਦੇ ਵੱਖ ਵੱਖ ਪਿੰਡਾਂ ਵਿੱਚ ਮੀਟਿੰਗਾਂ ਨੂੰ ਸੰਬੋਧਨ ਕੀਤਾ। ਉਨ੍ਹਾਂ ਕਿਹਾ ਕਿ ਕਾਂਗਰਸ ਸਰਕਾਰ ਬਣਨ ਤੇ ਕਿਸਾਨਾਂ ਦਾ ਕਰਜ਼ਾ ਮੁਆਫ਼ ਕੀਤਾ ਜਾਵੇਗਾ ਅਤੇ ਨੌਜਵਾਨਾਂ ਲਈ ਰੁਜ਼ਗਾਰ ਦੇ ਮੌਕੇ ਪੈਦਾ ਕੀਤੇ ਜਾਣਗੇ। <box>700 930 762 1009</box>
story-nanaksar-bagh-body-left: ਨਾਨਕਸਰ ਕਲੇਰਾਂ, 25 ਮਈ (ਗੁਰਕੀਰਤ ਸਿੰਘ): ਨਾਨਕਸਰ ਬਾਗ ਦੇ ਸੰਤ ਮਹਾਂਪੁਰਸ਼ਾਂ ਨੇ ਬਾਬਾ ਕੁੰਦਨ ਸਿੰਘ ਜੀ ਦੇ ਮਿਸ਼ਨ ਨੂੰ ਅੱਗੇ ਤੋਰਦਿਆਂ ਤਖ਼ਤ ਸ੍ਰੀ ਹਜ਼ੂਰ ਸਾਹਿਬ ਅਤੇ ਬਾਬਾ ਨਿਧਾਨ ਸਿੰਘ ਜੀ ਦੇ ਲੰਗਰਾਂ ਲਈ ਕਣਕ ਦੇ ਟਰੱਕ ਕੇਸਰੀ ਝੰਡੀ ਦੇ ਕੇ ਰਵਾਨਾ ਕੀਤੇ। ਇਸ ਮੌਕੇ ਸੰਗਤਾਂ ਨੇ ਜੈਕਾਰਿਆਂ ਦੀ ਗੂੰਜ ਵਿੱਚ ਸੇਵਾ ਵਿੱਚ ਹਿੱਸਾ ਪਾਇਆ ਅਤੇ ਮਹਾਂਪੁਰਸ਼ਾਂ ਦਾ ਧੰਨਵਾਦ ਕੀਤਾ। <box>566 678 686 728</box>
print-registration-marks-mid <box>394 1484 454 1507</box>
story-youth-akali-headline-1: ਯੂਥ ਅਕਾਲੀ ਦਲ ਦੇ ਜ਼ਿਲ੍ਹਾ ਪ੍ਰਧਾਨ ਦੀ ਮਾਤਾ ਨੇਹਲ ਪ੍ਰੀਤ ਕੌਰ <box>39 980 193 988</box>
print-registration-marks-right <box>875 1484 945 1507</box>
